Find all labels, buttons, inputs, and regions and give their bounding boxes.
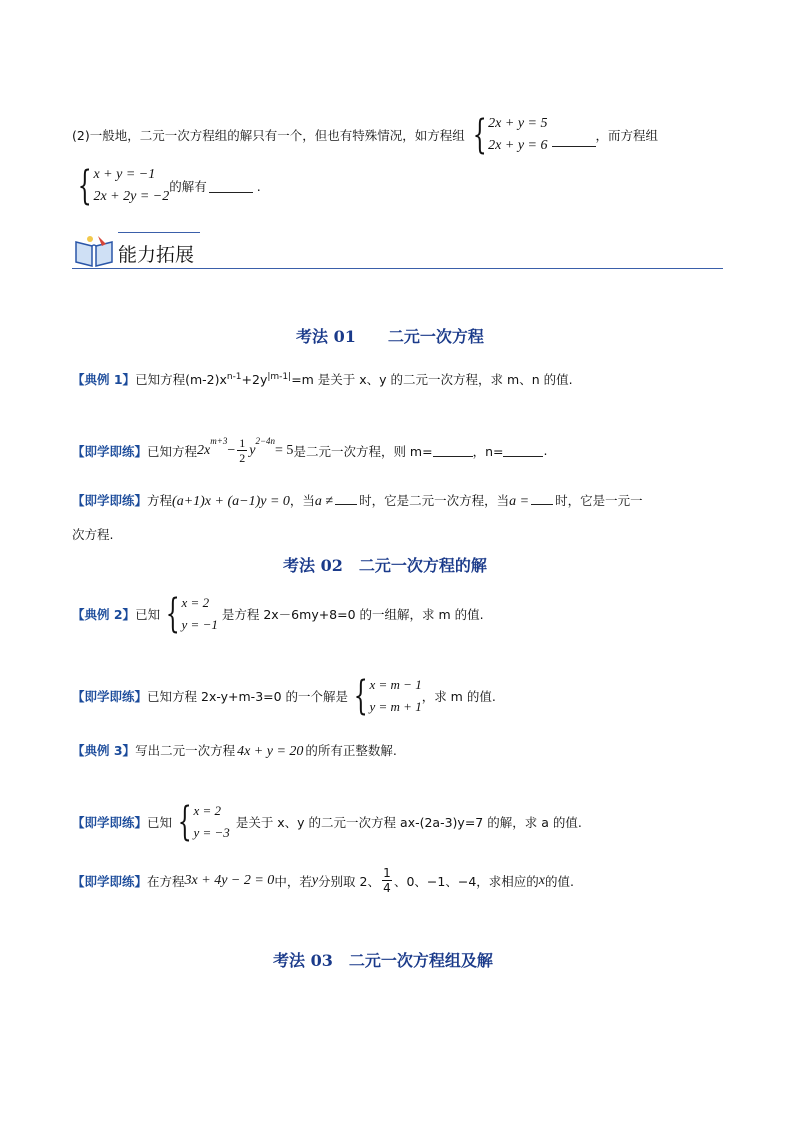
- system-2-eq2: 2x + 2y = −2: [93, 189, 170, 204]
- practice-4: 【即学即练】 已知 { x = 2 y = −3 是关于 x、y 的二元一次方程 ax-(2a-3)y=7 的解，求 a 的值.: [72, 799, 582, 845]
- banner-title: 能力拓展: [118, 244, 195, 266]
- equation: (a+1)x + (a−1)y = 0: [172, 494, 290, 509]
- fraction: $\frac{1}{4}$: [383, 866, 391, 895]
- p2-tail: 的解有: [169, 179, 207, 194]
- system: { x = 2 y = −3: [177, 799, 230, 845]
- practice-1: 【即学即练】 已知方程 2x $^{m+3}$ − $\frac{1}{2}$ y $^{2-4n}$ = 5 是二元一次方程，则 m= ，n= .: [72, 436, 548, 465]
- fraction: $\frac{1}{2}$: [239, 436, 246, 465]
- answer-blank[interactable]: [503, 444, 543, 457]
- equation: 2x $^{m+3}$ − $\frac{1}{2}$ y $^{2-4n}$ = 5: [197, 436, 294, 465]
- section-banner: [72, 228, 723, 270]
- example-3: 【典例 3】写出二元一次方程 4x + y = 20 的所有正整数解.: [72, 743, 397, 759]
- system-1: { 2x + y = 5 2x + y = 6: [472, 112, 548, 158]
- practice-2-cont: 次方程.: [72, 527, 114, 542]
- answer-blank[interactable]: [433, 444, 473, 457]
- system-1-eq1: 2x + y = 5: [488, 116, 548, 131]
- equation: 4x + y = 20: [237, 744, 304, 759]
- p2-line2: { x + y = −1 2x + 2y = −2 的解有 .: [72, 164, 261, 208]
- answer-blank[interactable]: [531, 492, 553, 505]
- system: { x = 2 y = −1: [165, 591, 218, 637]
- system: { x = m − 1 y = m + 1: [353, 673, 422, 719]
- section-title-3: 考法 03 二元一次方程组及解: [273, 951, 493, 970]
- book-icon: [72, 232, 116, 268]
- section-title-2: 考法 02 二元一次方程的解: [283, 556, 487, 575]
- equation: 3x + 4y − 2 = 0: [184, 872, 275, 888]
- example-2: 【典例 2】 已知 { x = 2 y = −1 是方程 2x－6my+8=0 的一组解，求 m 的值.: [72, 591, 484, 637]
- system-2-eq1: x + y = −1: [93, 167, 156, 182]
- section-title-1: 考法 01 二元一次方程: [296, 327, 484, 346]
- example-1: 【典例 1】已知方程$(m-2)x^{n-1}+2y^{|m-1|}=m$ 是关于 x、y 的二元一次方程，求 m、n 的值.: [72, 371, 573, 387]
- answer-blank[interactable]: [209, 180, 253, 193]
- practice-2: 【即学即练】方程(a+1)x + (a−1)y = 0，当a ≠ 时，它是二元一次方程，当a = 时，它是一元一: [72, 493, 643, 509]
- p2-mid: ，而方程组: [595, 128, 659, 143]
- system-2: { x + y = −1 2x + 2y = −2: [77, 163, 170, 209]
- practice-3: 【即学即练】 已知方程 2x-y+m-3=0 的一个解是 { x = m − 1 y = m + 1 ，求 m 的值.: [72, 673, 496, 719]
- answer-blank[interactable]: [335, 492, 357, 505]
- p2-line1: [72, 113, 658, 157]
- answer-blank[interactable]: [552, 134, 596, 147]
- p2-lead: (2)一般地，二元一次方程组的解只有一个，但也有特殊情况，如方程组: [72, 128, 465, 143]
- practice-5: 【即学即练】 在方程 3x + 4y − 2 = 0 中，若 y 分别取 2、 $\frac{1}{4}$ 、0、−1、−4，求相应的 x 的值.: [72, 866, 574, 895]
- system-1-eq2: 2x + y = 6: [488, 138, 548, 153]
